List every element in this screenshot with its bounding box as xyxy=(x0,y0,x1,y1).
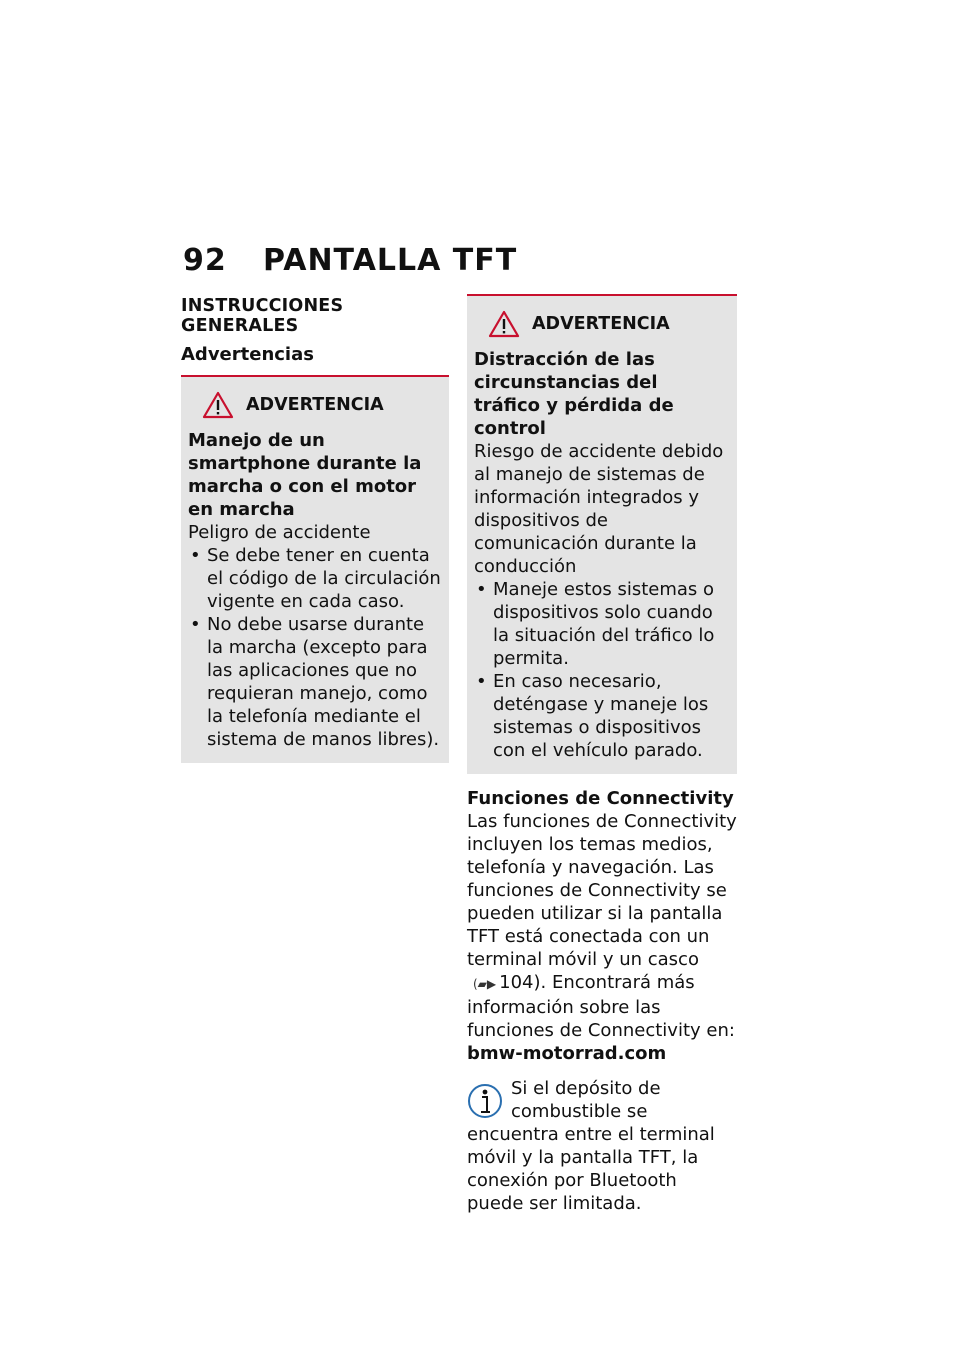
section-title: INSTRUCCIONES GENERALES xyxy=(181,296,344,336)
website-link[interactable]: bmw-motorrad.com xyxy=(467,1043,667,1064)
functions-text-part: Las funciones de Connectivity incluyen los temas medios, telefonía y navegación. Las funciones de Connectivity se pueden utilizar si la pantalla TFT está conectada con un terminal móvil y un casco xyxy=(467,811,737,970)
functions-text-part: Encontrará más información sobre las funciones de Connectivity en: xyxy=(467,972,735,1041)
warning-bullets xyxy=(188,544,441,751)
functions-title: Funciones de Connectivity xyxy=(467,788,734,809)
warning-triangle-icon xyxy=(488,310,520,338)
chapter-title: PANTALLA TFT xyxy=(263,243,518,278)
note-text: Si el depósito de combustible se encuentra entre el terminal móvil y la pantalla TFT, la conexión por Bluetooth puede ser limitada. xyxy=(467,1078,715,1214)
warning-header xyxy=(474,310,729,338)
left-column xyxy=(181,296,449,763)
warning-title: Distracción de las circunstancias del tráfico y pérdida de control xyxy=(474,349,674,439)
warning-triangle-icon xyxy=(202,391,234,419)
subsection-title: Advertencias xyxy=(181,344,314,365)
warning-header xyxy=(188,391,441,419)
page-number: 92 xyxy=(183,243,227,278)
list-item: • Se debe tener en cuenta el código de la circulación vigente en cada caso. xyxy=(188,544,441,613)
info-note xyxy=(467,1077,737,1215)
warning-label: ADVERTENCIA xyxy=(532,314,670,334)
warning-box xyxy=(467,294,737,774)
list-item: • En caso necesario, deténgase y maneje los sistemas o dispositivos con el vehículo parado. xyxy=(474,670,729,762)
warning-bullets xyxy=(474,578,729,762)
warning-title: Manejo de un smartphone durante la marcha o con el motor en marcha xyxy=(188,430,422,520)
warning-hazard: Riesgo de accidente debido al manejo de sistemas de información integrados y dispositivos de comunicación durante la conducción xyxy=(474,441,724,577)
page-header xyxy=(183,243,517,278)
info-icon xyxy=(467,1081,503,1121)
page-reference-arrow-icon[interactable]: (▰▶ xyxy=(473,977,497,991)
functions-text xyxy=(467,810,737,1065)
list-item: • No debe usarse durante la marcha (excepto para las aplicaciones que no requieran manejo, como la telefonía mediante el sistema de manos libres). xyxy=(188,613,441,751)
list-item: • Maneje estos sistemas o dispositivos solo cuando la situación del tráfico lo permita. xyxy=(474,578,729,670)
warning-box xyxy=(181,375,449,763)
warning-label: ADVERTENCIA xyxy=(246,395,384,415)
page-reference[interactable]: 104). xyxy=(499,972,547,993)
warning-hazard: Peligro de accidente xyxy=(188,522,371,543)
right-column xyxy=(467,294,737,1215)
